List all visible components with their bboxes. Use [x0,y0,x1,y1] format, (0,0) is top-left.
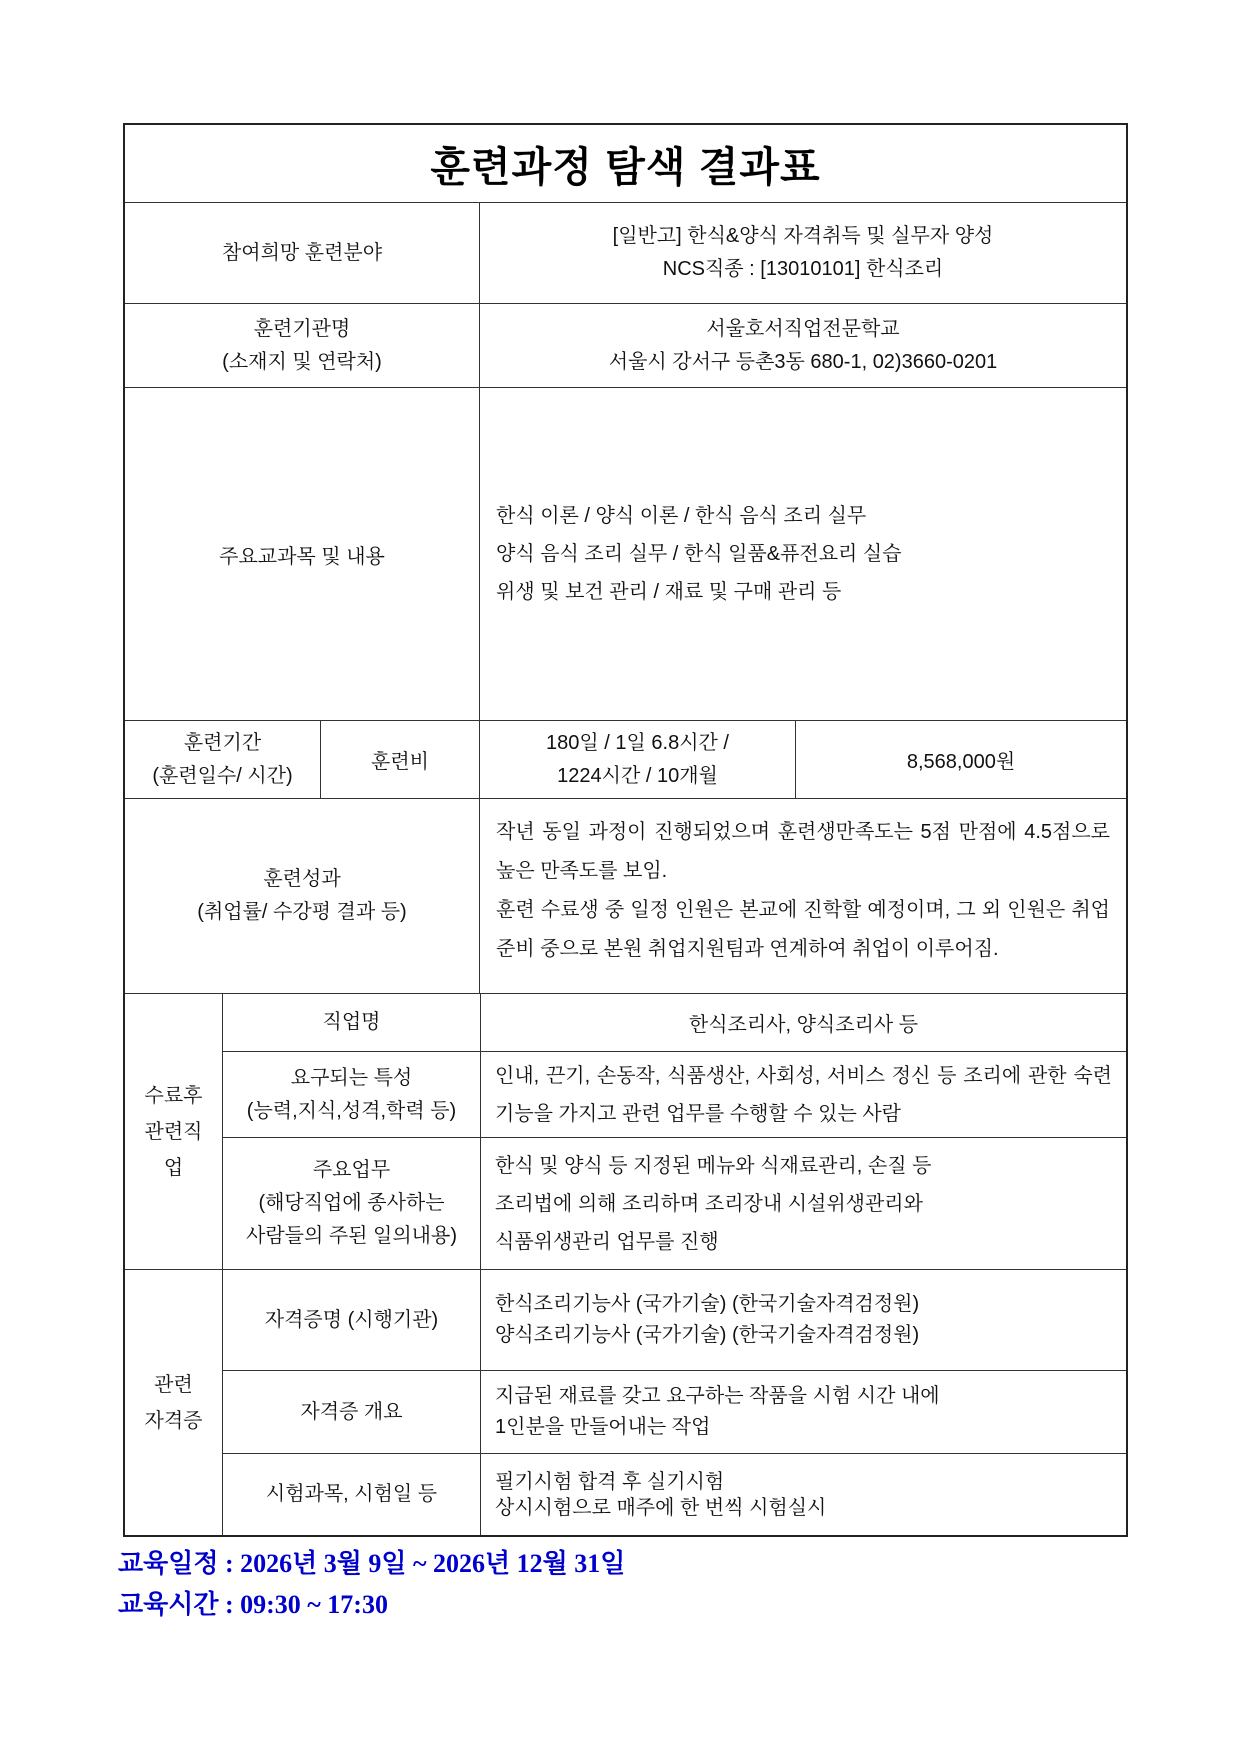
related-jobs-body [222,994,1126,1269]
cost-content [795,721,1126,798]
duties-row [223,1137,1126,1269]
related-jobs-header-line3: 업 [163,1156,184,1179]
related-jobs-header [125,994,222,1269]
period-row [125,720,1126,798]
organization-name: 서울호서직업전문학교 [706,317,900,340]
education-schedule-line: 교육일정 : 2026년 3월 9일 ~ 2026년 12월 31일 [118,1549,626,1578]
period-label [125,721,320,798]
subjects-row [125,387,1126,720]
organization-row [125,303,1126,387]
cert-name-content [480,1270,1126,1370]
outcome-label [125,799,479,993]
cert-overview-label: 자격증 개요 [300,1400,403,1423]
organization-content [479,304,1126,387]
subjects-label-text: 주요교과목 및 내용 [219,545,385,568]
outcome-text2: 훈련 수료생 중 일정 인원은 본교에 진학할 예정이며, 그 외 인원은 취업 준비 중으로 본원 취업지원팀과 연계하여 취업이 이루어짐. [496,899,1110,960]
organization-label-line1: 훈련기관명 [253,317,351,340]
cert-overview-line1: 지급된 재료를 갖고 요구하는 작품을 시험 시간 내에 [495,1385,940,1407]
duration-line1: 180일 / 1일 6.8시간 / [546,731,729,754]
related-jobs-header-line2: 관련직 [144,1120,203,1143]
cert-overview-content [480,1371,1126,1453]
cert-overview-line2: 1인분을 만들어내는 작업 [495,1416,711,1438]
job-name-text: 한식조리사, 양식조리사 등 [688,1014,919,1036]
cert-name-row [223,1270,1126,1370]
outcome-content [479,799,1126,993]
outcome-label-line1: 훈련성과 [263,868,341,890]
certificates-grid [125,1270,1126,1535]
cert-name-line2: 양식조리기능사 (국가기술) (한국기술자격검정원) [495,1324,920,1346]
exam-row [223,1453,1126,1535]
certificates-section [125,1269,1126,1535]
certificates-body [222,1270,1126,1535]
traits-content [480,1052,1126,1137]
traits-label-line1: 요구되는 특성 [290,1066,413,1089]
cert-name-line1: 한식조리기능사 (국가기술) (한국기술자격검정원) [495,1293,920,1315]
duties-content [480,1138,1126,1269]
exam-content [480,1454,1126,1535]
subjects-line3: 위생 및 보건 관리 / 재료 및 구매 관리 등 [496,581,842,603]
traits-label [223,1052,480,1137]
duties-label-line2: (해당직업에 종사하는 [258,1192,445,1214]
subjects-content [479,388,1126,720]
duties-line2: 조리법에 의해 조리하며 조리장내 시설위생관리와 [495,1192,923,1215]
field-content-line1: [일반고] 한식&양식 자격취득 및 실무자 양성 [612,225,994,247]
field-label [125,203,479,303]
subjects-line1: 한식 이론 / 양식 이론 / 한식 음식 조리 실무 [496,505,867,527]
exam-line2: 상시시험으로 매주에 한 번씩 시험실시 [495,1496,827,1519]
organization-label-line2: (소재지 및 연락처) [222,350,382,373]
certificates-header-line2: 자격증 [144,1409,203,1432]
organization-label [125,304,479,387]
period-label-line1: 훈련기간 [183,731,262,754]
field-content-line2: NCS직종 : [13010101] 한식조리 [662,258,944,280]
duration-content [479,721,795,798]
fee-label-text: 훈련비 [371,751,429,773]
field-label-text: 참여희망 훈련분야 [221,241,383,264]
outcome-text1: 작년 동일 과정이 진행되었으며 훈련생만족도는 5점 만점에 4.5점으로 높은 만족도를 보임. [496,821,1110,882]
outcome-label-line2: (취업률/ 수강평 결과 등) [197,901,407,923]
related-jobs-grid [125,994,1126,1269]
table-title-row [125,125,1126,202]
duration-line2: 1224시간 / 10개월 [557,764,718,787]
subjects-label [125,388,479,720]
certificates-header-line1: 관련 [154,1373,193,1396]
organization-address: 서울시 강서구 등촌3동 680-1, 02)3660-0201 [608,350,998,373]
field-row [125,202,1126,303]
traits-text: 인내, 끈기, 손동작, 식품생산, 사회성, 서비스 정신 등 조리에 관한 숙련기능을 가지고 관련 업무를 수행할 수 있는 사람 [495,1064,1112,1125]
subjects-line2: 양식 음식 조리 실무 / 한식 일품&퓨전요리 실습 [496,543,902,565]
education-time-line: 교육시간 : 09:30 ~ 17:30 [118,1590,388,1619]
duties-line1: 한식 및 양식 등 지정된 메뉴와 식재료관리, 손질 등 [495,1154,932,1177]
cert-name-label: 자격증명 (시행기관) [264,1308,439,1331]
outcome-row [125,798,1126,993]
field-content [479,203,1126,303]
job-name-row [223,994,1126,1051]
period-label-line2: (훈련일수/ 시간) [152,764,293,787]
related-jobs-section [125,993,1126,1269]
exam-label: 시험과목, 시험일 등 [265,1483,438,1505]
duties-label [223,1138,480,1269]
traits-row [223,1051,1126,1137]
job-name-label: 직업명 [322,1011,381,1033]
cert-overview-row [223,1370,1126,1453]
certificates-header [125,1270,222,1535]
training-course-table [123,123,1128,1537]
education-schedule-note [118,1543,625,1625]
traits-label-line2: (능력,지식,성격,학력 등) [246,1099,457,1122]
job-name-content [480,994,1126,1051]
fee-label [320,721,479,798]
exam-line1: 필기시험 합격 후 실기시험 [495,1470,725,1493]
duties-line3: 식품위생관리 업무를 진행 [495,1230,719,1253]
related-jobs-header-line1: 수료후 [144,1084,203,1107]
duties-label-line3: 사람들의 주된 일의내용) [246,1225,457,1247]
cost-value: 8,568,000원 [906,751,1016,773]
duties-label-line1: 주요업무 [312,1159,391,1181]
page-title: 훈련과정 탐색 결과표 [430,144,821,190]
